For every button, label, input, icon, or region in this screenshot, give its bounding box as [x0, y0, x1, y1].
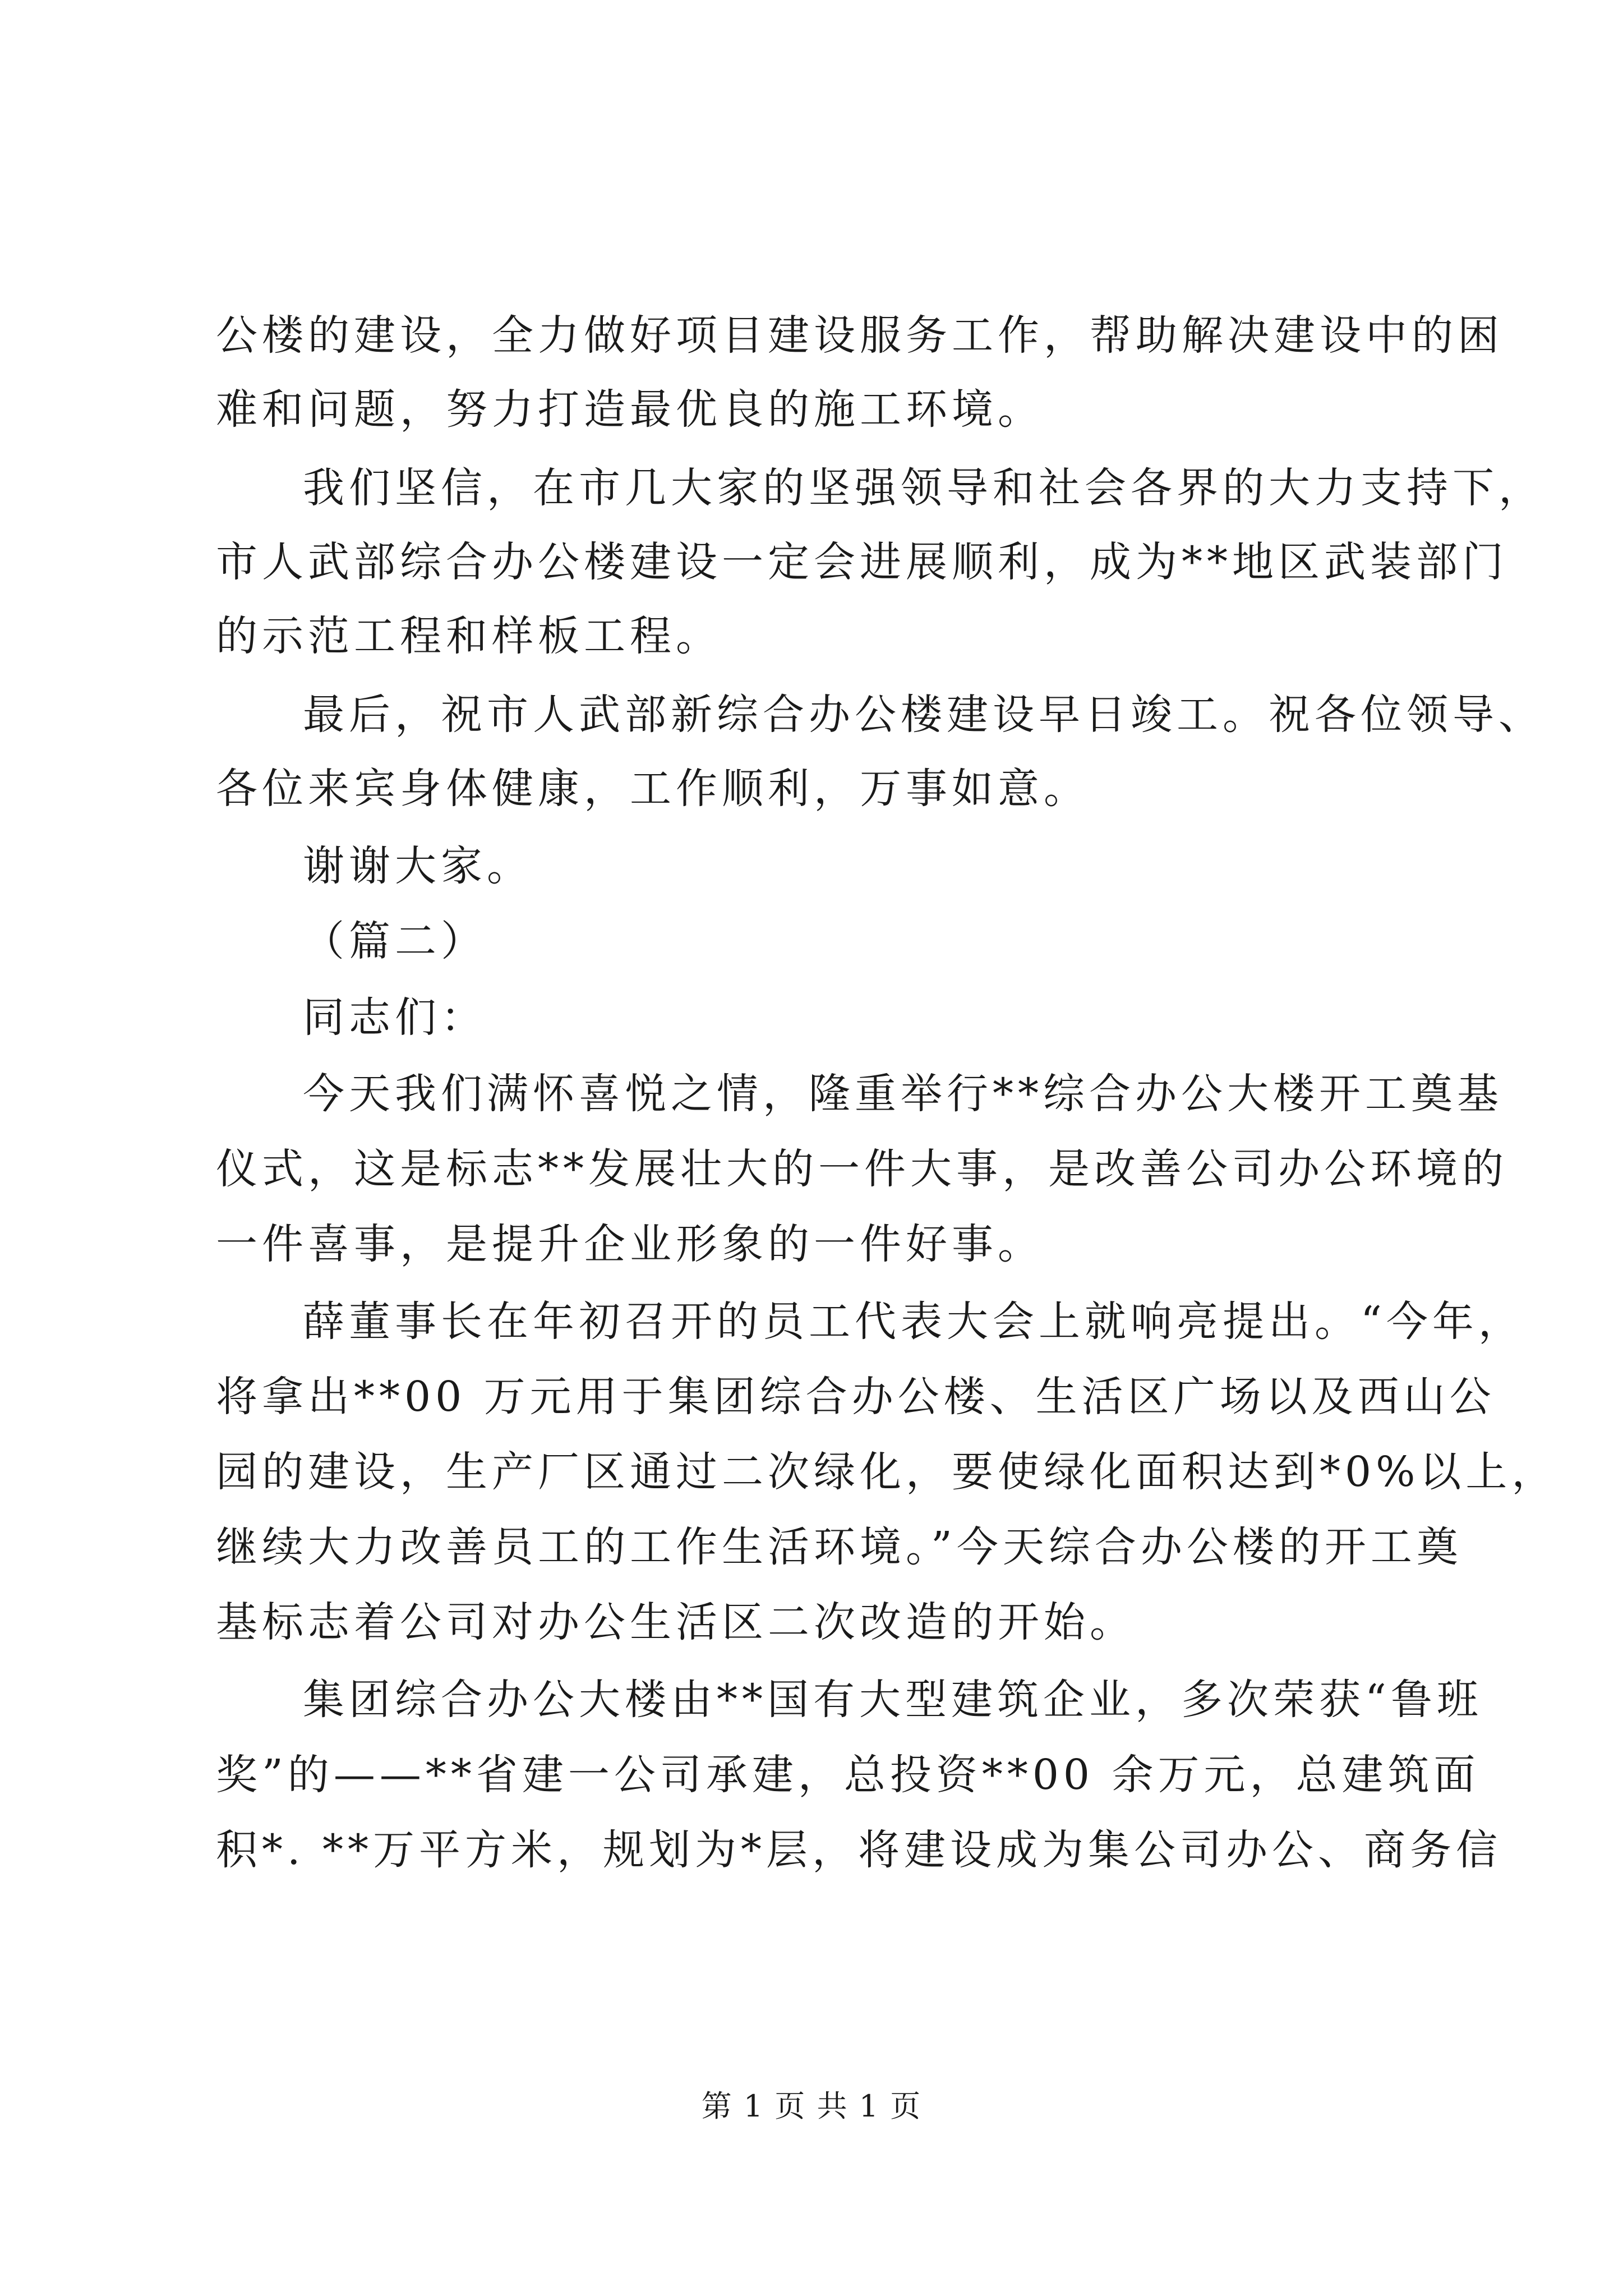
paragraph-line: 谢谢大家。	[303, 842, 533, 890]
paragraph-line: 园的建设，生产厂区通过二次绿化，要使绿化面积达到*0%以上，	[216, 1448, 1558, 1496]
paragraph-line: 集团综合办公大楼由**国有大型建筑企业，多次荣获“鲁班	[303, 1676, 1483, 1724]
paragraph-line: 难和问题，努力打造最优良的施工环境。	[216, 385, 1044, 434]
paragraph-line: 一件喜事，是提升企业形象的一件好事。	[216, 1220, 1044, 1268]
paragraph-line: 最后，祝市人武部新综合办公楼建设早日竣工。祝各位领导、	[303, 691, 1544, 739]
page-footer: 第 1 页 共 1 页	[701, 2088, 922, 2124]
paragraph-line: 积*. **万平方米，规划为*层，将建设成为集公司办公、商务信	[216, 1826, 1502, 1874]
section-heading: （篇二）	[303, 917, 487, 965]
paragraph-line: 市人武部综合办公楼建设一定会进展顺利，成为**地区武装部门	[216, 538, 1508, 586]
paragraph-line: 今天我们满怀喜悦之情，隆重举行**综合办公大楼开工奠基	[303, 1070, 1503, 1118]
paragraph-line: 各位来宾身体健康，工作顺利，万事如意。	[216, 765, 1090, 813]
paragraph-line: 仪式，这是标志**发展壮大的一件大事，是改善公司办公环境的	[216, 1145, 1508, 1193]
paragraph-line: 公楼的建设，全力做好项目建设服务工作，帮助解决建设中的困	[216, 311, 1504, 360]
paragraph-line: 同志们：	[303, 993, 487, 1042]
paragraph-line: 我们坚信，在市几大家的坚强领导和社会各界的大力支持下，	[303, 464, 1544, 512]
paragraph-line: 奖”的——**省建一公司承建，总投资**00 余万元，总建筑面	[216, 1751, 1480, 1799]
paragraph-line: 将拿出**00 万元用于集团综合办公楼、生活区广场以及西山公	[216, 1373, 1496, 1421]
paragraph-line: 的示范工程和样板工程。	[216, 612, 722, 660]
paragraph-line: 基标志着公司对办公生活区二次改造的开始。	[216, 1598, 1136, 1646]
paragraph-line: 薛董事长在年初召开的员工代表大会上就响亮提出。“今年，	[303, 1297, 1524, 1346]
paragraph-line: 继续大力改善员工的工作生活环境。”今天综合办公楼的开工奠	[216, 1523, 1463, 1571]
